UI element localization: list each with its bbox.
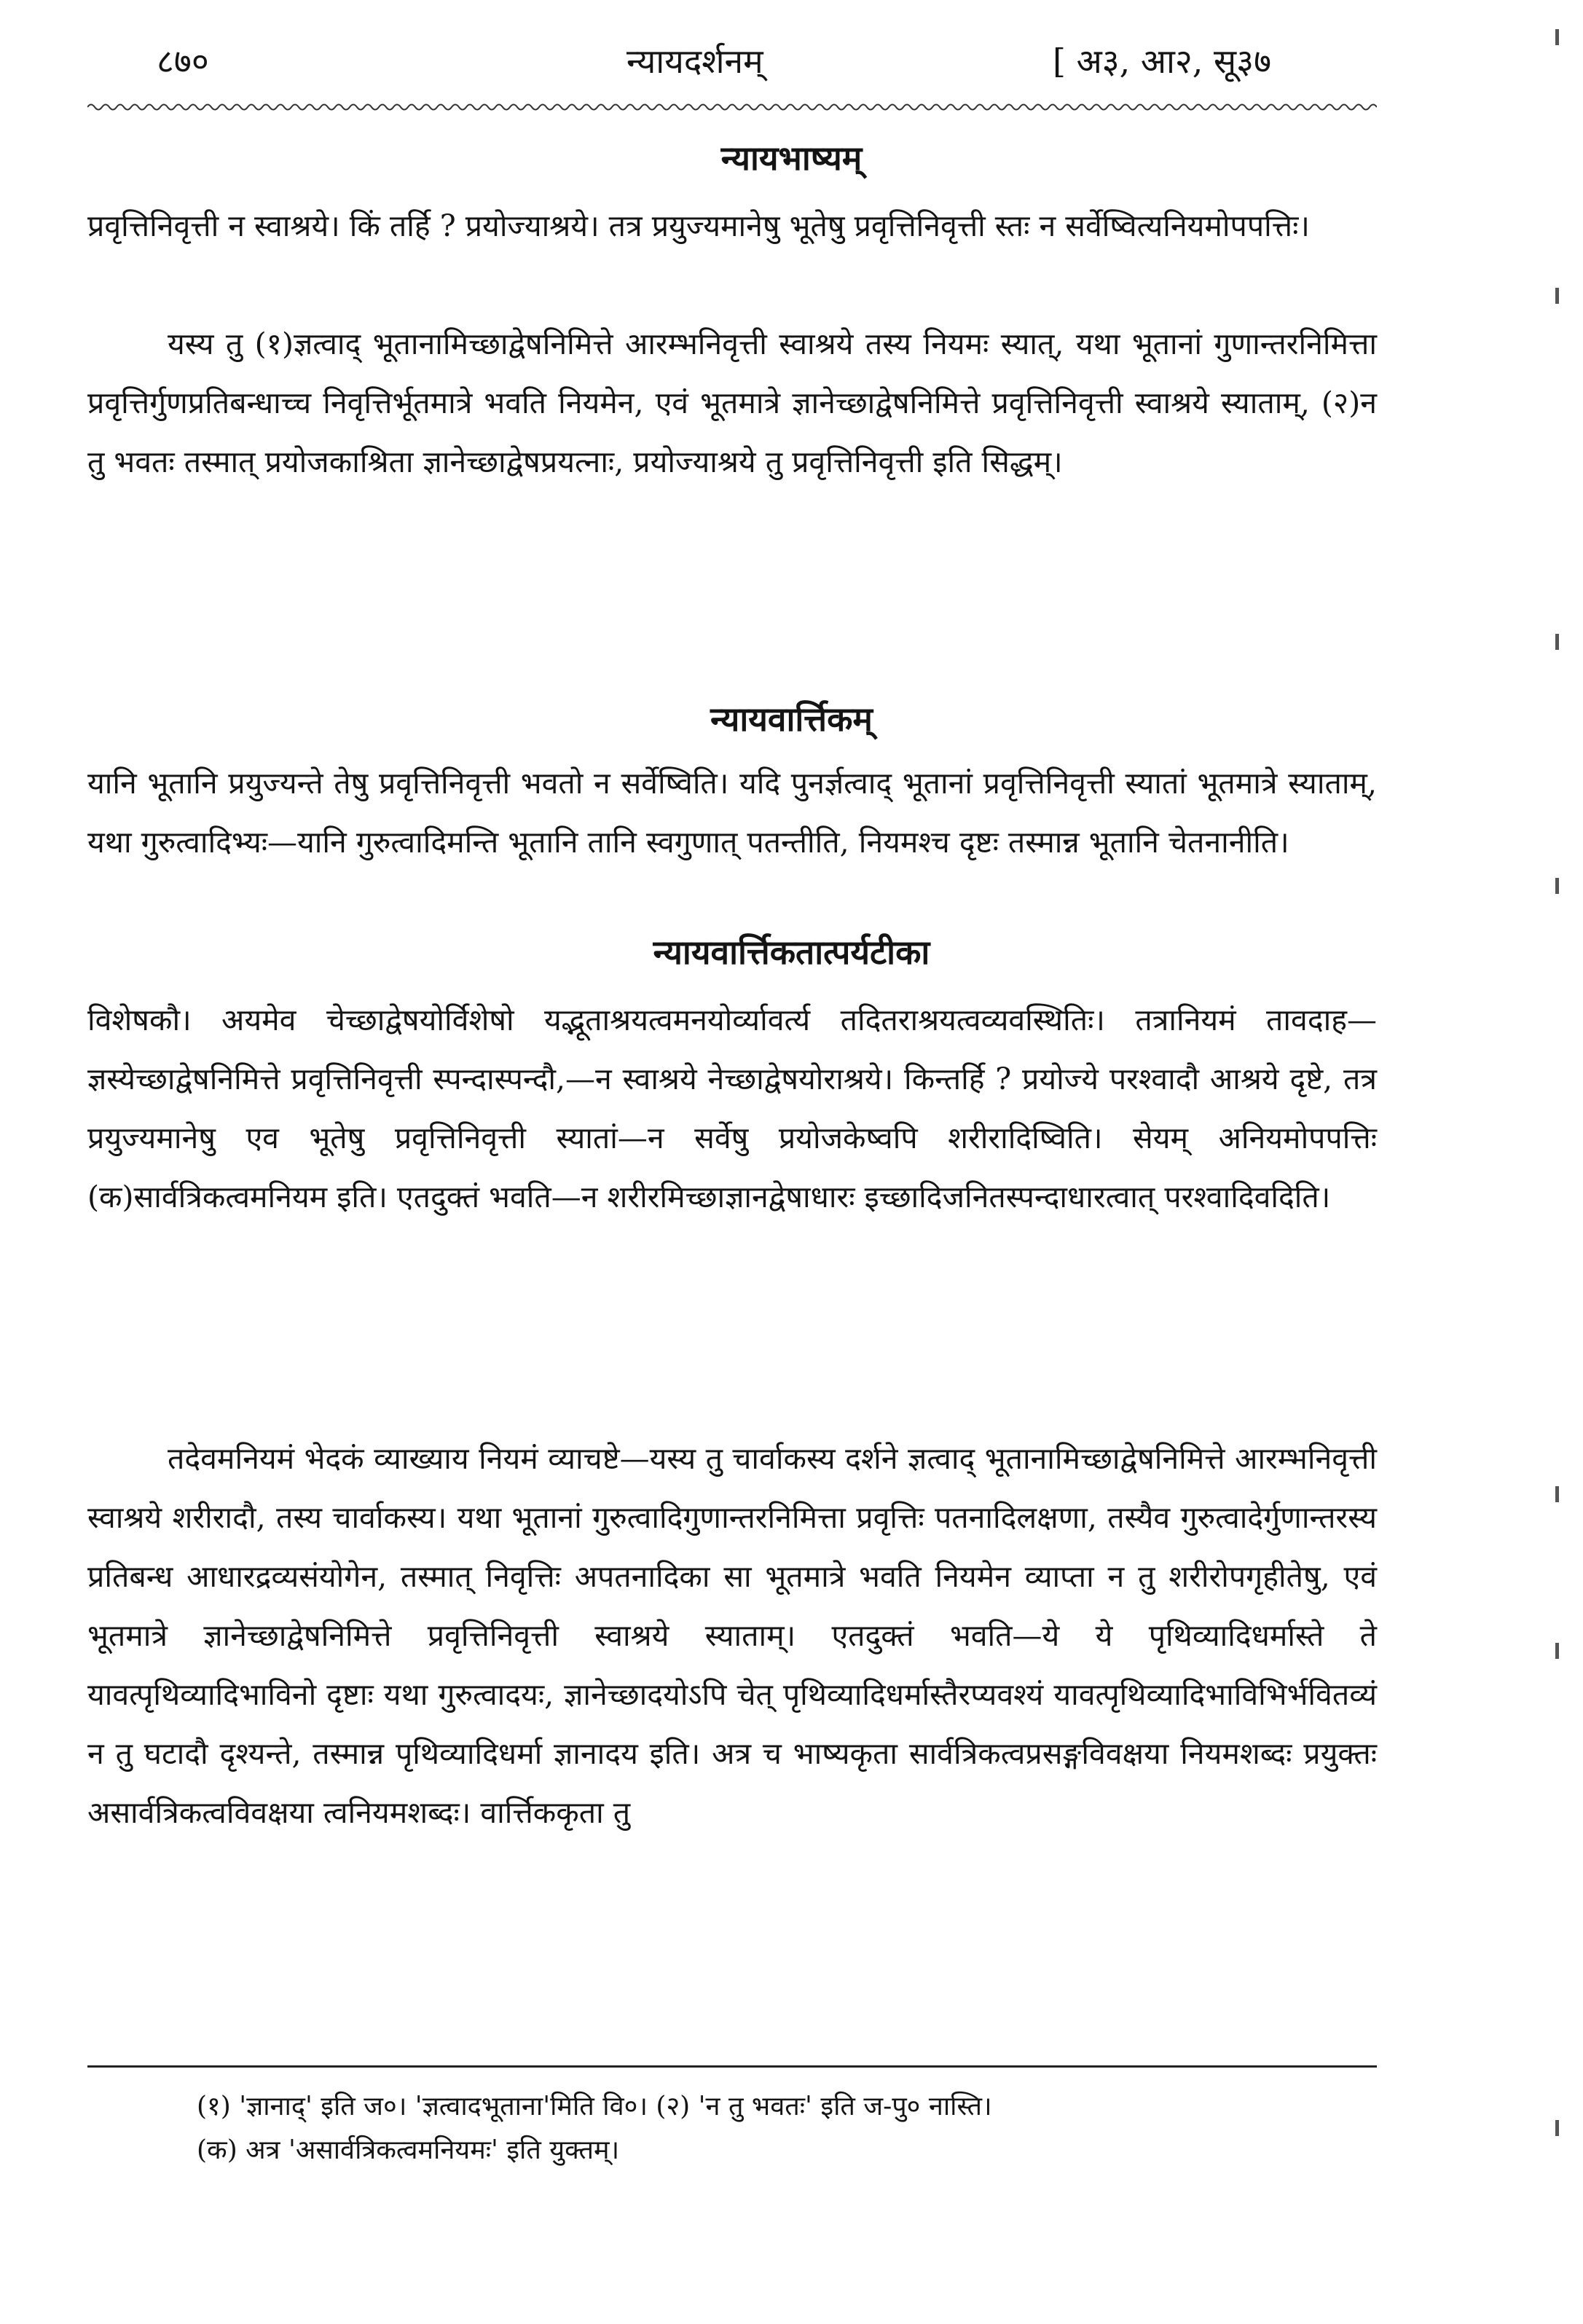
section-heading-tatparyatika: न्यायवार्त्तिकतात्पर्यटीका bbox=[653, 933, 930, 972]
section-heading-varttikam: न्यायवार्त्तिकम् bbox=[710, 699, 873, 739]
varttikam-paragraph: यानि भूतानि प्रयुज्यन्ते तेषु प्रवृत्तिनिवृत्ती भवतो न सर्वेष्विति। यदि पुनर्ज्ञत्वाद् भूतानां प्रवृत्तिनिवृत्ती स्यातां भूतमात्रे स्याताम्, यथा गुरुत्वादिभ्यः—यानि गुरुत्वादिमन्ति भूतानि तानि स्वगुणात् पतन्तीति, नियमश्च दृष्टः तस्मान्न भूतानि चेतनानीति। bbox=[87, 766, 1377, 860]
section-reference: [ अ३, आ२, सू३७ bbox=[1053, 42, 1271, 81]
footnote-1: (१) 'ज्ञानाद्' इति ज०। 'ज्ञत्वादभूताना'मिति वि०। (२) 'न तु भवतः' इति ज-पु० नास्ति। bbox=[197, 2092, 992, 2121]
section-heading-bhashyam: न्यायभाष्यम् bbox=[720, 138, 863, 178]
scan-edge-mark bbox=[1555, 1643, 1559, 1659]
tatparyatika-paragraph-2: तदेवमनियमं भेदकं व्याख्याय नियमं व्याचष्टे—यस्य तु चार्वाकस्य दर्शने ज्ञत्वाद् भूतानामिच्छाद्वेषनिमित्ते आरम्भनिवृत्ती स्वाश्रये शरीरादौ, तस्य चार्वाकस्य। यथा भूतानां गुरुत्वादिगुणान्तरनिमित्ता प्रवृत्तिः पतनादिलक्षणा, तस्यैव गुरुत्वादेर्गुणान्तरस्य प्रतिबन्ध आधारद्रव्यसंयोगेन, तस्मात् निवृत्तिः अपतनादिका सा भूतमात्रे भवति नियमेन व्याप्ता न तु शरीरोपगृहीतेषु, एवं भूतमात्रे ज्ञानेच्छाद्वेषनिमित्ते प्रवृत्तिनिवृत्ती स्वाश्रये स्याताम्। एतदुक्तं भवति—ये ये पृथिव्यादिधर्मास्ते ते यावत्पृथिव्यादिभाविनो दृष्टाः यथा गुरुत्वादयः, ज्ञानेच्छादयोऽपि चेत् पृथिव्यादिधर्मास्तैरप्यवश्यं यावत्पृथिव्यादिभाविभिर्भवितव्यं न तु घटादौ दृश्यन्ते, तस्मान्न पृथिव्यादिधर्मा ज्ञानादय इति। अत्र च भाष्यकृता सार्वत्रिकत्वप्रसङ्गविवक्षया नियमशब्दः प्रयुक्तः असार्वत्रिकत्वविवक्षया त्वनियमशब्दः। वार्त्तिककृता तु bbox=[87, 1441, 1377, 1830]
bhashyam-paragraph-2: यस्य तु (१)ज्ञत्वाद् भूतानामिच्छाद्वेषनिमित्ते आरम्भनिवृत्ती स्वाश्रये तस्य नियमः स्यात्, यथा भूतानां गुणान्तरनिमित्ता प्रवृत्तिर्गुणप्रतिबन्धाच्च निवृत्तिर्भूतमात्रे भवति नियमेन, एवं भूतमात्रे ज्ञानेच्छाद्वेषनिमित्ते प्रवृत्तिनिवृत्ती स्वाश्रये स्याताम्, (२)न तु भवतः तस्मात् प्रयोजकाश्रिता ज्ञानेच्छाद्वेषप्रयत्नाः, प्रयोज्याश्रये तु प्रवृत्तिनिवृत्ती इति सिद्धम्। bbox=[87, 326, 1377, 479]
scan-edge-mark bbox=[1555, 878, 1559, 894]
bhashyam-paragraph-1: प्रवृत्तिनिवृत्ती न स्वाश्रये। किं तर्हि ? प्रयोज्याश्रये। तत्र प्रयुज्यमानेषु भूतेषु प्रवृत्तिनिवृत्ती स्तः न सर्वेष्वित्यनियमोपपत्तिः। bbox=[87, 208, 1310, 243]
running-title: न्यायदर्शनम् bbox=[626, 42, 763, 81]
scan-edge-mark bbox=[1555, 2120, 1559, 2136]
tatparyatika-paragraph-1: विशेषकौ। अयमेव चेच्छाद्वेषयोर्विशेषो यद्भूताश्रयत्वमनयोर्व्यावर्त्य तदितराश्रयत्वव्यवस्थितिः। तत्रानियमं तावदाह—ज्ञस्येच्छाद्वेषनिमित्ते प्रवृत्तिनिवृत्ती स्पन्दास्पन्दौ,—न स्वाश्रये नेच्छाद्वेषयोराश्रये। किन्तर्हि ? प्रयोज्ये परश्वादौ आश्रये दृष्टे, तत्र प्रयुज्यमानेषु एव भूतेषु प्रवृत्तिनिवृत्ती स्यातां—न सर्वेषु प्रयोजकेष्वपि शरीरादिष्विति। सेयम् अनियमोपपत्तिः (क)सार्वत्रिकत्वमनियम इति। एतदुक्तं भवति—न शरीरमिच्छाज्ञानद्वेषाधारः इच्छादिजनितस्पन्दाधारत्वात् परश्वादिवदिति। bbox=[87, 1002, 1377, 1214]
page-number: ८७० bbox=[157, 42, 209, 81]
scan-edge-mark bbox=[1555, 29, 1559, 45]
header-wavy-rule bbox=[87, 102, 1377, 112]
footnote-2: (क) अत्र 'असार्वत्रिकत्वमनियमः' इति युक्तम्। bbox=[197, 2135, 620, 2165]
scan-edge-mark bbox=[1555, 1486, 1559, 1502]
footnote-rule bbox=[87, 2065, 1377, 2068]
scan-edge-mark bbox=[1555, 288, 1559, 304]
scan-edge-mark bbox=[1555, 634, 1559, 650]
